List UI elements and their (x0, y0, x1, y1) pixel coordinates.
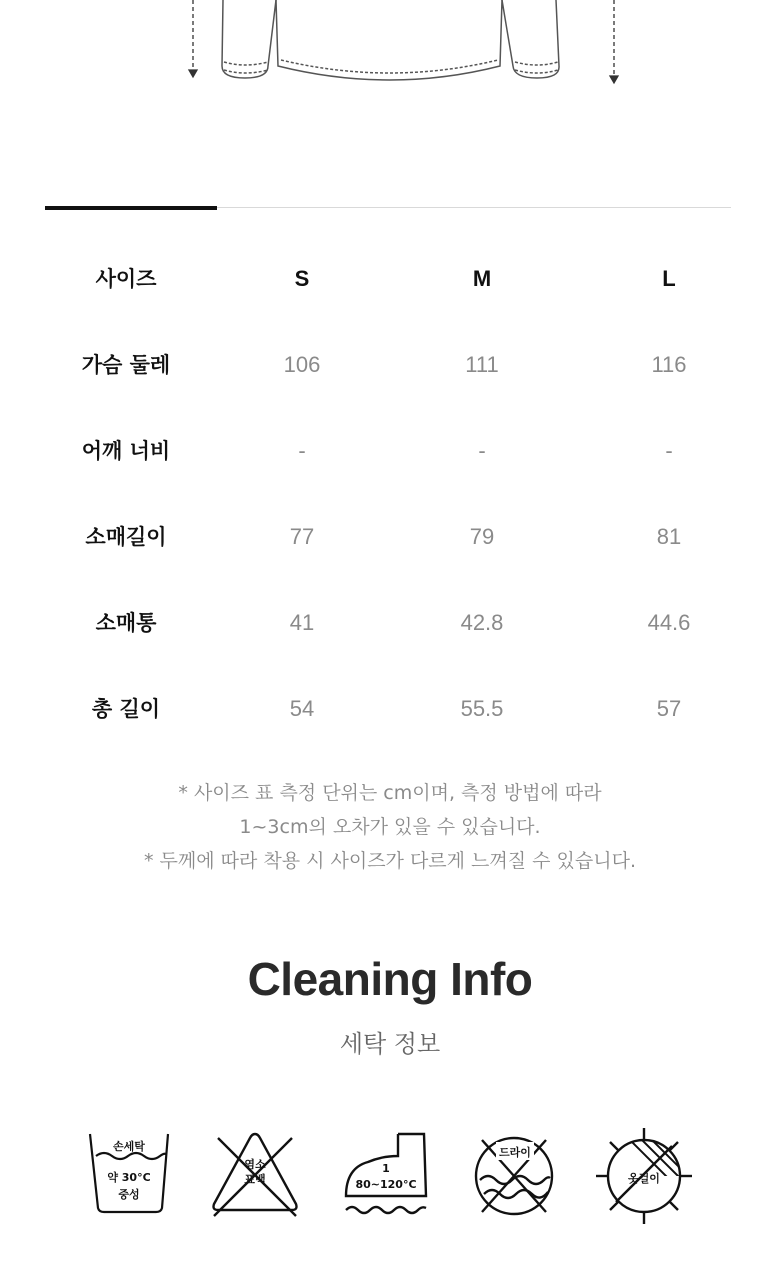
size-header-s: S (294, 266, 310, 291)
size-tab-indicator (45, 206, 731, 210)
row-value: 54 (289, 696, 315, 721)
hand-wash-icon (74, 1120, 184, 1230)
row-value: 41 (289, 610, 315, 635)
table-row (0, 408, 780, 494)
table-row (0, 580, 780, 666)
icon-label: 염소 (244, 1158, 266, 1171)
row-value: 81 (656, 524, 682, 549)
size-header-l: L (662, 266, 676, 291)
row-value: 77 (289, 524, 315, 549)
row-value: 79 (469, 524, 495, 549)
size-table (0, 236, 780, 752)
size-table-header-row (0, 236, 780, 322)
row-label: 소매길이 (85, 525, 167, 549)
row-value: - (665, 438, 673, 463)
icon-label: 옷걸이 (628, 1172, 660, 1185)
icon-label: 손세탁 (113, 1140, 145, 1153)
note-line: * 두께에 따라 착용 시 사이즈가 다르게 느껴질 수 있습니다. (143, 850, 637, 872)
hanger-dry-icon (590, 1120, 700, 1230)
note-line: * 사이즈 표 측정 단위는 cm이며, 측정 방법에 따라 (178, 782, 602, 804)
row-label: 가슴 둘레 (81, 353, 171, 377)
row-value: - (298, 438, 306, 463)
row-value: 57 (656, 696, 682, 721)
size-notes (0, 776, 780, 878)
icon-label: 드라이 (499, 1146, 531, 1159)
size-header-label: 사이즈 (95, 267, 157, 291)
cleaning-info-subtitle: 세탁 정보 (339, 1030, 441, 1058)
row-label: 소매통 (95, 611, 157, 635)
icon-label: 약 30°C (107, 1171, 151, 1184)
note-line: 1~3cm의 오차가 있을 수 있습니다. (239, 816, 541, 838)
row-value: 42.8 (460, 610, 504, 635)
garment-measurement-illustration (0, 0, 780, 100)
dry-clean-icon (460, 1120, 570, 1230)
iron-icon (334, 1120, 444, 1230)
row-value: 106 (283, 352, 321, 377)
row-value: 44.6 (647, 610, 691, 635)
table-row (0, 666, 780, 752)
icon-label: 1 (382, 1162, 390, 1175)
row-value: 55.5 (460, 696, 504, 721)
row-label: 총 길이 (91, 697, 161, 721)
row-value: 116 (651, 352, 687, 377)
cleaning-info-title: Cleaning Info (247, 953, 533, 1005)
table-row (0, 494, 780, 580)
row-label: 어깨 너비 (81, 439, 171, 463)
row-value: - (478, 438, 486, 463)
no-bleach-icon (200, 1120, 310, 1230)
icon-label: 표백 (244, 1173, 266, 1186)
row-value: 111 (465, 352, 499, 377)
size-header-m: M (472, 266, 492, 291)
table-row (0, 322, 780, 408)
icon-label: 중성 (118, 1188, 140, 1201)
tab-active-indicator (45, 206, 217, 210)
icon-label: 80~120°C (355, 1178, 417, 1191)
